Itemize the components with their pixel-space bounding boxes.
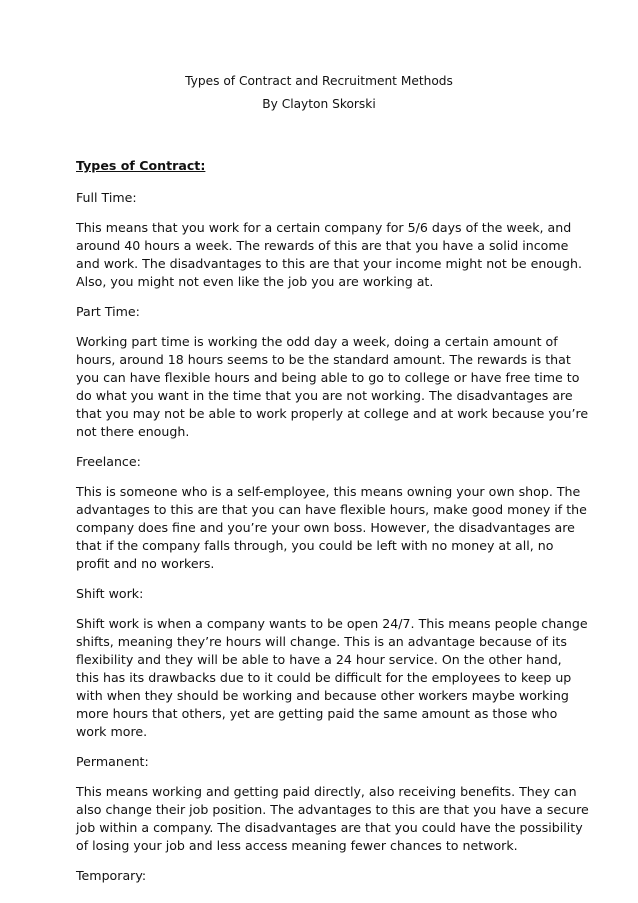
document-title: Types of Contract and Recruitment Methods [185,74,453,88]
paragraph-freelance [76,483,587,573]
contract-label-freelance: Freelance: [76,454,141,469]
text-line: company does fine and you’re your own boss. However, the disadvantages are [76,520,575,535]
text-line: job within a company. The disadvantages are that you could have the possibility [76,820,583,835]
paragraph-permanent [76,783,589,855]
document-author: By Clayton Skorski [262,97,376,111]
text-line: Working part time is working the odd day a week, doing a certain amount of [76,334,558,349]
text-line: profit and no workers. [76,556,215,571]
text-line: with when they should be working and because other workers maybe working [76,688,569,703]
text-line: that if the company falls through, you could be left with no money at all, no [76,538,554,553]
text-line: also change their job position. The advantages to this are that you have a secure [76,802,589,817]
contract-label-shift-work: Shift work: [76,586,144,601]
text-line: not there enough. [76,424,190,439]
document-body [76,157,589,897]
text-line: advantages to this are that you can have flexible hours, make good money if the [76,502,587,517]
text-line: do what you want in the time that you are not working. The disadvantages are [76,388,573,403]
text-line: this has its drawbacks due to it could be difficult for the employees to keep up [76,670,572,685]
contract-label-part-time: Part Time: [76,304,140,319]
text-line: Also, you might not even like the job you are working at. [76,274,434,289]
text-line: and work. The disadvantages to this are that your income might not be enough. [76,256,582,271]
paragraph-full-time [76,219,582,291]
text-line: shifts, meaning they’re hours will change. This is an advantage because of its [76,634,567,649]
text-line: Shift work is when a company wants to be open 24/7. This means people change [76,616,588,631]
text-line: This means working and getting paid directly, also receiving benefits. They can [76,784,577,799]
text-line: This is someone who is a self-employee, this means owning your own shop. The [76,484,581,499]
contract-label-permanent: Permanent: [76,754,149,769]
text-line: that you may not be able to work properly at college and at work because you’re [76,406,589,421]
text-line: This means that you work for a certain company for 5/6 days of the week, and [76,220,572,235]
section-heading: Types of Contract: [76,158,206,173]
text-line: flexibility and they will be able to have a 24 hour service. On the other hand, [76,652,562,667]
paragraph-shift-work [76,615,588,741]
text-line: work more. [76,724,148,739]
text-line: hours, around 18 hours seems to be the standard amount. The rewards is that [76,352,571,367]
text-line: around 40 hours a week. The rewards of this are that you have a solid income [76,238,569,253]
contract-label-full-time: Full Time: [76,190,137,205]
paragraph-part-time [76,333,589,441]
text-line: you can have flexible hours and being able to go to college or have free time to [76,370,580,385]
text-line: more hours that others, yet are getting paid the same amount as those who [76,706,558,721]
text-line: of losing your job and less access meaning fewer chances to network. [76,838,518,853]
contract-label-temporary: Temporary: [76,868,147,883]
